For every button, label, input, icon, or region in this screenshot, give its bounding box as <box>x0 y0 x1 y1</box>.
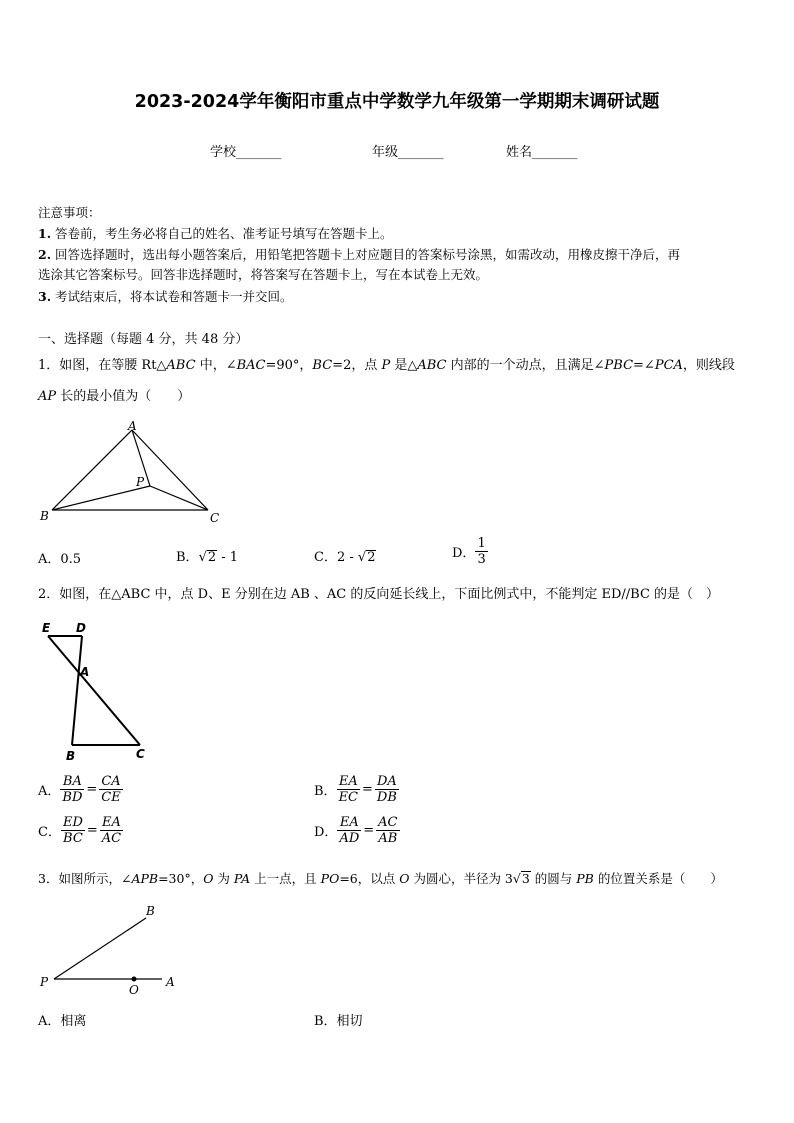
q2-option-b-label: B． <box>314 784 337 799</box>
q3-text: 为圆心，半径为 3 <box>409 871 513 886</box>
q1-option-c-label: C．2 - <box>314 550 358 565</box>
q3-text: 上一点，且 <box>250 871 321 886</box>
q1-text: ，则线段 <box>682 358 735 373</box>
fraction-denominator: 3 <box>477 552 486 567</box>
q2-label-e: E <box>42 621 51 635</box>
q2-option-a[interactable] <box>38 774 123 805</box>
fraction-numerator: ED <box>62 815 83 830</box>
q1-var: AP <box>38 389 57 404</box>
q2-label-d: D <box>76 621 86 635</box>
q3-label-b: B <box>146 904 155 918</box>
equals-sign: = <box>86 823 98 838</box>
notice-item-1 <box>38 224 393 242</box>
fraction-numerator: BA <box>60 774 84 790</box>
notice-item-3-text: 考试结束后，将本试卷和答题卡一并交回。 <box>51 289 293 304</box>
fraction-numerator: AC <box>378 815 398 830</box>
q3-var: PA <box>233 871 251 886</box>
q3-label-o: O <box>129 983 139 996</box>
q2-option-d[interactable] <box>314 815 400 846</box>
q1-text: 长的最小值为（ ） <box>56 389 191 404</box>
q1-line-ac <box>132 430 208 510</box>
fraction-denominator: BD <box>62 790 83 805</box>
school-field: 学校_______ <box>210 145 282 160</box>
q3-text: 的位置关系是（ ） <box>593 871 723 886</box>
notice-item-2 <box>38 245 680 263</box>
q1-var: BC <box>312 358 333 373</box>
notice-item-2-cont: 选涂其它答案标号。回答非选择题时，将答案写在答题卡上，写在本试卷上无效。 <box>38 267 489 282</box>
q1-var: PCA <box>654 358 683 373</box>
q1-label-p: P <box>136 475 145 489</box>
fraction-numerator: EA <box>337 815 361 831</box>
q3-var: APB <box>131 871 159 886</box>
q3-label-p: P <box>40 975 49 989</box>
q3-text: =30°， <box>158 871 204 886</box>
question-3-stem <box>38 869 723 887</box>
q1-triangle-figure <box>36 418 226 528</box>
q3-angle-figure <box>36 900 186 996</box>
q2-label-b: B <box>66 749 76 763</box>
q1-option-d[interactable] <box>452 536 488 567</box>
fraction-numerator: DA <box>375 774 399 790</box>
q2-option-b[interactable] <box>314 774 399 805</box>
q2-label-a: A <box>80 665 90 679</box>
notice-item-3-num: 3. <box>38 289 52 304</box>
q2-option-d-label: D． <box>314 825 338 840</box>
fraction-numerator: EA <box>100 815 123 831</box>
q1-text: 中，∠ <box>195 358 237 373</box>
q2-option-c[interactable] <box>38 815 123 846</box>
q3-text: 3．如图所示，∠ <box>38 871 132 886</box>
notice-item-3 <box>38 287 293 305</box>
fraction-numerator: 1 <box>477 536 486 551</box>
equals-sign: = <box>362 782 373 797</box>
fraction <box>337 815 361 846</box>
fraction-denominator: AD <box>339 831 360 846</box>
section-heading: 一、选择题（每题 4 分，共 48 分） <box>38 332 249 347</box>
q2-label-c: C <box>136 747 145 761</box>
q2-line-db <box>72 636 82 745</box>
q1-option-b[interactable] <box>176 546 238 565</box>
fraction-numerator: EA <box>337 774 360 790</box>
q3-option-b[interactable]: B．相切 <box>314 1014 363 1029</box>
sqrt-icon: √ <box>512 871 521 886</box>
q1-label-a: A <box>128 419 137 433</box>
notice-item-1-text: 答卷前，考生务必将自己的姓名、准考证号填写在答题卡上。 <box>51 226 393 241</box>
q3-radicand: 3 <box>521 871 530 886</box>
equals-sign: = <box>86 782 98 797</box>
notice-heading: 注意事项： <box>38 205 101 220</box>
notice-item-2-text: 回答选择题时，选出每小题答案后，用铅笔把答题卡上对应题目的答案标号涂黑，如需改动，用橡皮擦干净后，再 <box>51 247 681 262</box>
name-field: 姓名_______ <box>506 145 578 160</box>
q1-label-c: C <box>210 511 220 525</box>
q3-text: =6，以点 <box>339 871 400 886</box>
q1-line-bp <box>52 486 150 510</box>
q1-option-b-tail: - 1 <box>217 550 239 565</box>
page-title: 2023-2024学年衡阳市重点中学数学九年级第一学期期末调研试题 <box>134 92 660 112</box>
q3-ray-pb <box>54 918 146 979</box>
fraction-numerator: CA <box>99 774 122 790</box>
q1-option-a[interactable]: A．0.5 <box>38 552 82 567</box>
q1-option-d-label: D． <box>452 546 476 561</box>
sqrt-icon: √ <box>198 550 207 565</box>
fraction <box>100 815 123 846</box>
question-1-line-2 <box>38 385 190 404</box>
q3-option-a[interactable]: A．相离 <box>38 1014 87 1029</box>
q1-var: P <box>381 358 391 373</box>
grade-field: 年级_______ <box>372 145 444 160</box>
fraction-denominator: EC <box>338 790 358 805</box>
fraction-denominator: CE <box>101 790 121 805</box>
q3-var: O <box>399 871 410 886</box>
fraction <box>61 815 85 846</box>
q1-var: ABC <box>166 358 196 373</box>
q1-label-b: B <box>40 509 49 523</box>
q3-text: 的圆与 <box>530 871 577 886</box>
fraction <box>99 774 122 805</box>
q1-line-ab <box>52 430 132 510</box>
q3-var: O <box>203 871 214 886</box>
q1-var: BAC <box>236 358 266 373</box>
sqrt-icon: √ <box>357 550 367 565</box>
q1-text: 内部的一个动点，且满足∠ <box>446 358 605 373</box>
fraction-denominator: BC <box>63 831 83 846</box>
q1-text: =90°， <box>265 358 313 373</box>
q3-var: PO <box>320 871 340 886</box>
fraction <box>60 774 84 805</box>
q3-point-o <box>132 977 137 982</box>
fraction-denominator: AB <box>378 831 398 846</box>
q2-option-c-label: C． <box>38 825 61 840</box>
q3-label-a: A <box>166 975 175 989</box>
fraction <box>375 774 399 805</box>
equals-sign: = <box>363 823 375 838</box>
question-2-stem: 2．如图，在△ABC 中，点 D、E 分别在边 AB 、AC 的反向延长线上，下面比例式中，不能判定 ED//BC 的是（ ） <box>38 587 720 602</box>
q1-var: PBC <box>604 358 634 373</box>
q1-text: =∠ <box>633 358 655 373</box>
notice-item-2-num: 2. <box>38 247 52 262</box>
q2-line-ec <box>48 636 140 745</box>
q1-var: ABC <box>417 358 447 373</box>
q3-var: PB <box>576 871 594 886</box>
fraction-denominator: DB <box>376 790 397 805</box>
q1-text: 1．如图，在等腰 Rt△ <box>38 358 167 373</box>
q1-text: 是△ <box>390 358 418 373</box>
fraction-denominator: AC <box>101 831 122 846</box>
q1-option-c-radicand: 2 <box>367 550 376 565</box>
notice-item-1-num: 1. <box>38 226 52 241</box>
q2-triangle-figure <box>36 618 160 766</box>
q2-option-a-label: A． <box>38 784 61 799</box>
q1-option-b-label: B． <box>176 550 199 565</box>
q1-option-c[interactable] <box>314 546 376 565</box>
fraction <box>376 815 399 846</box>
q1-option-d-fraction <box>475 536 487 567</box>
fraction <box>337 774 360 805</box>
q3-text: 为 <box>213 871 234 886</box>
question-1-line-1 <box>38 354 735 373</box>
q1-text: =2，点 <box>332 358 382 373</box>
q1-option-b-radicand: 2 <box>207 550 217 565</box>
q1-line-cp <box>150 486 208 510</box>
